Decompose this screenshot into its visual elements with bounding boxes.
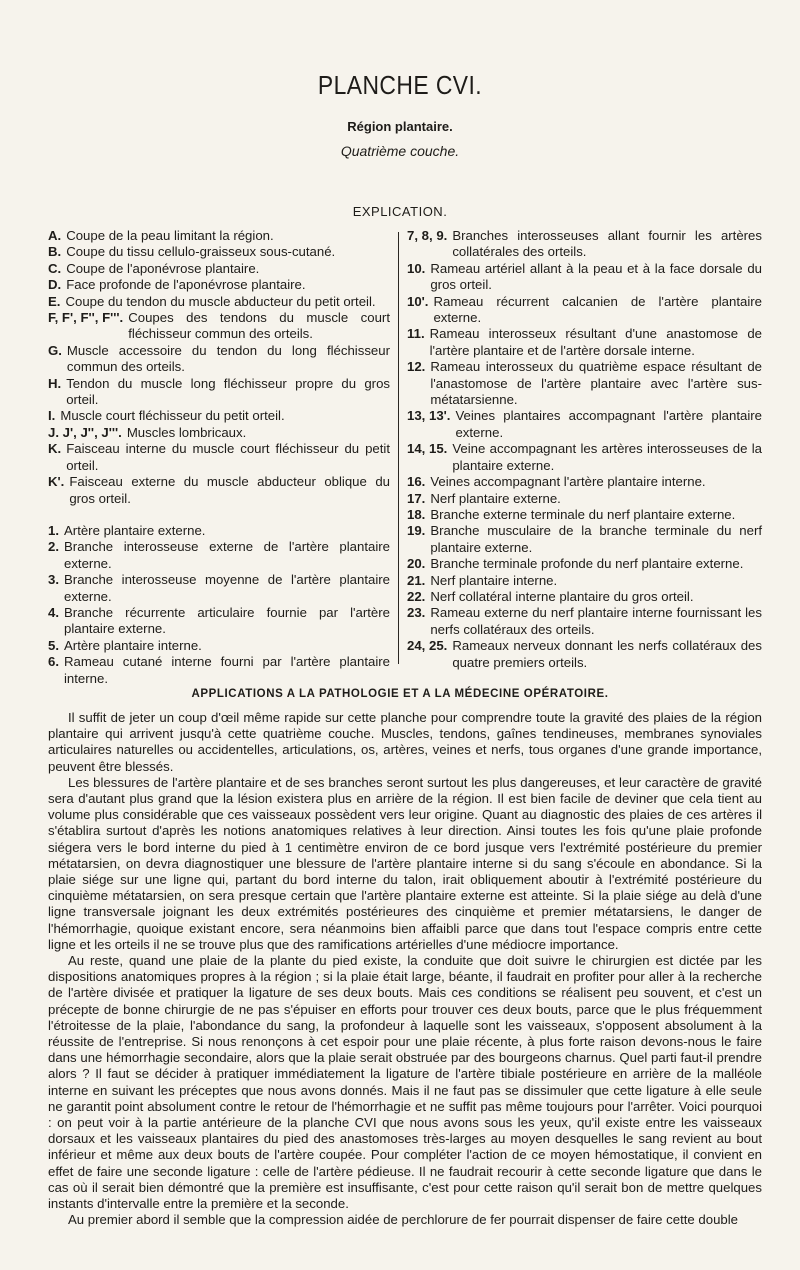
legend-item [407, 294, 762, 327]
legend-item-text: Coupes des tendons du muscle court fléchisseur commun des orteils. [128, 310, 390, 342]
legend-item-text: Artère plantaire externe. [64, 522, 206, 538]
legend-item-text: Faisceau externe du muscle abducteur oblique du gros orteil. [69, 474, 390, 506]
legend-item-label: 10. [407, 260, 426, 276]
legend-item-label: 24, 25. [407, 638, 448, 654]
legend-item [407, 638, 762, 671]
legend-item-text: Branche interosseuse moyenne de l'artère plantaire externe. [64, 572, 390, 604]
legend-item [407, 326, 762, 359]
explication-heading: EXPLICATION. [352, 204, 448, 219]
applications-heading: APPLICATIONS A LA PATHOLOGIE ET A LA MÉDECINE OPÉRATOIRE. [191, 688, 609, 700]
legend-item [407, 408, 762, 441]
legend-item-text: Rameau récurrent calcanien de l'artère plantaire externe. [433, 293, 762, 326]
legend-item-label: 14, 15. [407, 441, 448, 457]
legend-spacer [48, 507, 390, 523]
legend-item-label: 19. [407, 523, 426, 539]
legend-item-text: Rameau artériel allant à la peau et à la face dorsale du gros orteil. [430, 260, 762, 293]
legend-letters-list [48, 228, 390, 507]
legend-item-text: Rameau interosseux résultant d'une anastomose de l'artère plantaire et de l'artère dorsale interne. [429, 326, 762, 358]
legend-item-label: K. [48, 441, 62, 457]
legend-item-label: 11. [407, 326, 425, 342]
legend-item-text: Nerf collatéral interne plantaire du gros orteil. [430, 588, 694, 604]
legend-item-label: 5. [48, 637, 59, 653]
legend-item [48, 523, 390, 539]
legend-item [48, 638, 390, 654]
legend-item [407, 589, 762, 605]
legend-item [407, 491, 762, 507]
legend-item-text: Branche interosseuse externe de l'artère plantaire externe. [64, 539, 390, 571]
legend-item-text: Coupe du tissu cellulo-graisseux sous-cutané. [66, 244, 336, 260]
legend-item-label: 21. [407, 572, 426, 588]
legend-item-text: Branche musculaire de la branche terminale du nerf plantaire externe. [430, 523, 762, 555]
legend-item-text: Branche terminale profonde du nerf plantaire externe. [430, 556, 744, 572]
legend-item-label: 1. [48, 522, 59, 538]
legend-item [407, 523, 762, 556]
legend-item-label: 7, 8, 9. [407, 228, 448, 243]
legend-item-text: Muscle accessoire du tendon du long fléchisseur commun des orteils. [66, 342, 390, 375]
legend-item-label: G. [48, 342, 62, 358]
legend-item [48, 244, 390, 260]
legend-item-text: Coupe de l'aponévrose plantaire. [66, 260, 260, 276]
legend-item [48, 376, 390, 409]
legend-item [48, 539, 390, 572]
body-paragraph: Les blessures de l'artère plantaire et de ses branches seront surtout les plus dangereuses, et leur caractère de gravité sera d'autant plus grand que la lésion existera plus en arrière de la région. Il est bien facile de deviner que cela tient au volume plus considérable que ces vaisseaux possèdent vers leur origine. Quant au diagnostic des plaies de ces artères il s'établira surtout d'après les notions anatomiques relatives à leur direction. Ainsi toutes les fois qu'une plaie profonde siégera vers le bord interne du pied à 1 centimètre environ de ce bord jusque vers l'extrémité postérieure du premier métatarsien, on devra diagnostiquer une blessure de l'artère plantaire interne si du sang s'écoule en abondance. Si la plaie siége sur une ligne qui, partant du bord interne du talon, irait obliquement aboutir à l'extrémité postérieure du cinquième métatarsien, on sera presque certain que l'artère plantaire externe est atteinte. Si la plaie siége au delà d'une ligne transversale joignant les deux extrémités postérieures des cinquième et premier métatarsiens, le danger de l'hémorrhagie, quoique existant encore, sera néanmoins bien affaibli parce que dans tout l'espace compris entre cette ligne et les orteils il ne se trouve plus que des ramifications artérielles d'une médiocre importance. [48, 774, 762, 952]
legend-item [48, 228, 390, 244]
legend-item [48, 474, 390, 507]
legend-item-label: 10'. [407, 293, 429, 309]
legend-item [407, 605, 762, 638]
layer-subtitle: Quatrième couche. [340, 143, 460, 159]
legend-item-label: 18. [407, 506, 426, 522]
legend-item-label: 16. [407, 474, 426, 490]
legend-item-label: 22. [407, 588, 426, 604]
legend-item-text: Veines accompagnant l'artère plantaire interne. [430, 474, 706, 490]
legend-item [48, 294, 390, 310]
legend-item-label: D. [48, 277, 62, 293]
legend-item [48, 654, 390, 687]
legend-item-text: Tendon du muscle long fléchisseur propre du gros orteil. [66, 375, 390, 408]
legend-item [407, 556, 762, 572]
body-paragraph: Au reste, quand une plaie de la plante du pied existe, la conduite que doit suivre le chirurgien est dictée par les dispositions anatomiques propres à la région ; si la plaie était large, béante, il faudrait en profiter pour aller à la recherche de l'artère divisée et pratiquer la ligature de ses deux bouts. Mais ces conditions se réalisent peu souvent, et c'est un précepte de bonne chirurgie de ne pas s'épuiser en efforts pour trouver ces deux bouts, parce que le plus fréquemment l'étroitesse de la plaie, l'abondance du sang, la profondeur à laquelle sont les vaisseaux, s'opposent absolument à la réussite de l'entreprise. Si nous renonçons à cet espoir pour une plaie récente, à plus forte raison devons-nous le faire dans une hémorrhagie secondaire, alors que la plaie serait obstruée par des bourgeons charnus. Quel parti faut-il prendre alors ? Il faut se décider à pratiquer immédiatement la ligature de l'artère tibiale postérieure en arrière de la malléole interne en suivant les préceptes que nous avons donnés. Mais il ne faut pas se dissimuler que cette ligature à elle seule ne garantit point absolument contre le retour de l'hémorrhagie et ne suffit pas même toujours pour l'arrêter. Voici pourquoi : on peut voir à la partie antérieure de la planche CVI que nous avons sous les yeux, qu'il existe entre les vaisseaux dorsaux et les vaisseaux plantaires du pied des anastomoses très-larges au moyen desquelles le sang revient au bout inférieur et même aux deux bouts de l'artère coupée. Pour compléter l'action de ce moyen hémostatique, il convient en effet de faire une seconde ligature : celle de l'artère pédieuse. Il ne faudrait recourir à cette seconde ligature que dans le cas où il serait bien démontré que la première est insuffisante, c'est pour cette raison qu'il serait bon de mettre quelques instants d'intervalle entre la première et la seconde. [48, 953, 762, 1212]
legend-item-text: Faisceau interne du muscle court fléchisseur du petit orteil. [66, 441, 390, 473]
column-divider [398, 232, 399, 664]
legend-item-label: E. [48, 293, 61, 309]
legend-item-label: 4. [48, 604, 59, 620]
legend-item-text: Rameau interosseux du quatrième espace résultant de l'anastomose de l'artère plantaire avec l'artère sus-métatarsienne. [430, 359, 762, 408]
legend-item-text: Rameau cutané interne fourni par l'artère plantaire interne. [64, 654, 390, 686]
legend-item [407, 359, 762, 408]
legend-item-label: 12. [407, 359, 426, 375]
legend-right-column [407, 228, 762, 671]
legend-item [48, 605, 390, 638]
legend-item-label: K'. [48, 474, 65, 490]
legend-item-text: Nerf plantaire externe. [430, 490, 561, 506]
legend-item-label: 3. [48, 572, 59, 588]
legend-item [407, 261, 762, 294]
legend-numbers-list [48, 523, 390, 687]
body-paragraph: Il suffit de jeter un coup d'œil même rapide sur cette planche pour comprendre toute la gravité des plaies de la région plantaire qui arrivent jusqu'à cette quatrième couche. Muscles, tendons, gaînes tendineuses, membranes synoviales articulaires naturelles ou accidentelles, articulations, os, artères, veines et nerfs, tous organes d'une grande importance, peuvent être blessés. [48, 710, 762, 774]
legend-item [407, 441, 762, 474]
legend-left-column [48, 228, 390, 687]
legend-item-label: A. [48, 228, 62, 243]
legend-item [48, 261, 390, 277]
legend-item [407, 474, 762, 490]
legend-item-label: H. [48, 375, 62, 391]
legend-item [48, 572, 390, 605]
body-text [48, 710, 762, 1229]
legend-item-text: Muscles lombricaux. [126, 424, 247, 440]
legend-item-text: Face profonde de l'aponévrose plantaire. [66, 277, 306, 293]
legend-item-text: Artère plantaire interne. [64, 637, 202, 653]
legend-item-text: Nerf plantaire interne. [430, 572, 558, 588]
legend-item-label: 17. [407, 490, 426, 506]
legend-item [48, 310, 390, 343]
legend-item [48, 425, 390, 441]
region-subtitle: Région plantaire. [347, 119, 453, 134]
legend-item-text: Muscle court fléchisseur du petit orteil. [60, 408, 285, 424]
legend-item-text: Branche externe terminale du nerf plantaire externe. [430, 506, 736, 522]
legend-item-label: 6. [48, 654, 59, 670]
legend-item [407, 573, 762, 589]
body-paragraph: Au premier abord il semble que la compression aidée de perchlorure de fer pourrait dispenser de faire cette double [68, 1212, 739, 1228]
legend-item-text: Veine accompagnant les artères interosseuses de la plantaire externe. [452, 441, 762, 473]
legend-item-label: 20. [407, 556, 426, 572]
legend-item-text: Veines plantaires accompagnant l'artère plantaire externe. [455, 408, 762, 440]
legend-item-text: Branche récurrente articulaire fournie par l'artère plantaire externe. [64, 604, 390, 637]
legend-item-label: C. [48, 260, 62, 276]
legend-item-label: 23. [407, 605, 426, 621]
plate-title: PLANCHE CVI. [317, 70, 483, 100]
legend-item-label: 2. [48, 539, 59, 555]
legend-item-text: Coupe de la peau limitant la région. [66, 228, 274, 243]
legend-item [407, 228, 762, 261]
legend-item-label: J. J', J'', J'''. [48, 424, 122, 440]
legend-item-label: 13, 13'. [407, 408, 451, 424]
legend-item [48, 277, 390, 293]
legend-item-label: B. [48, 244, 62, 260]
legend-item-text: Rameau externe du nerf plantaire interne fournissant les nerfs collatéraux des orteils. [430, 605, 762, 637]
legend-item [48, 408, 390, 424]
legend-item-text: Rameaux nerveux donnant les nerfs collatéraux des quatre premiers orteils. [452, 638, 762, 670]
legend-item [48, 441, 390, 474]
legend-item-label: I. [48, 408, 56, 424]
legend-item [407, 507, 762, 523]
legend-item-text: Branches interosseuses allant fournir les artères collatérales des orteils. [452, 228, 762, 260]
legend-item-label: F, F', F'', F'''. [48, 310, 124, 326]
legend-item-text: Coupe du tendon du muscle abducteur du petit orteil. [65, 293, 376, 309]
legend-item [48, 343, 390, 376]
